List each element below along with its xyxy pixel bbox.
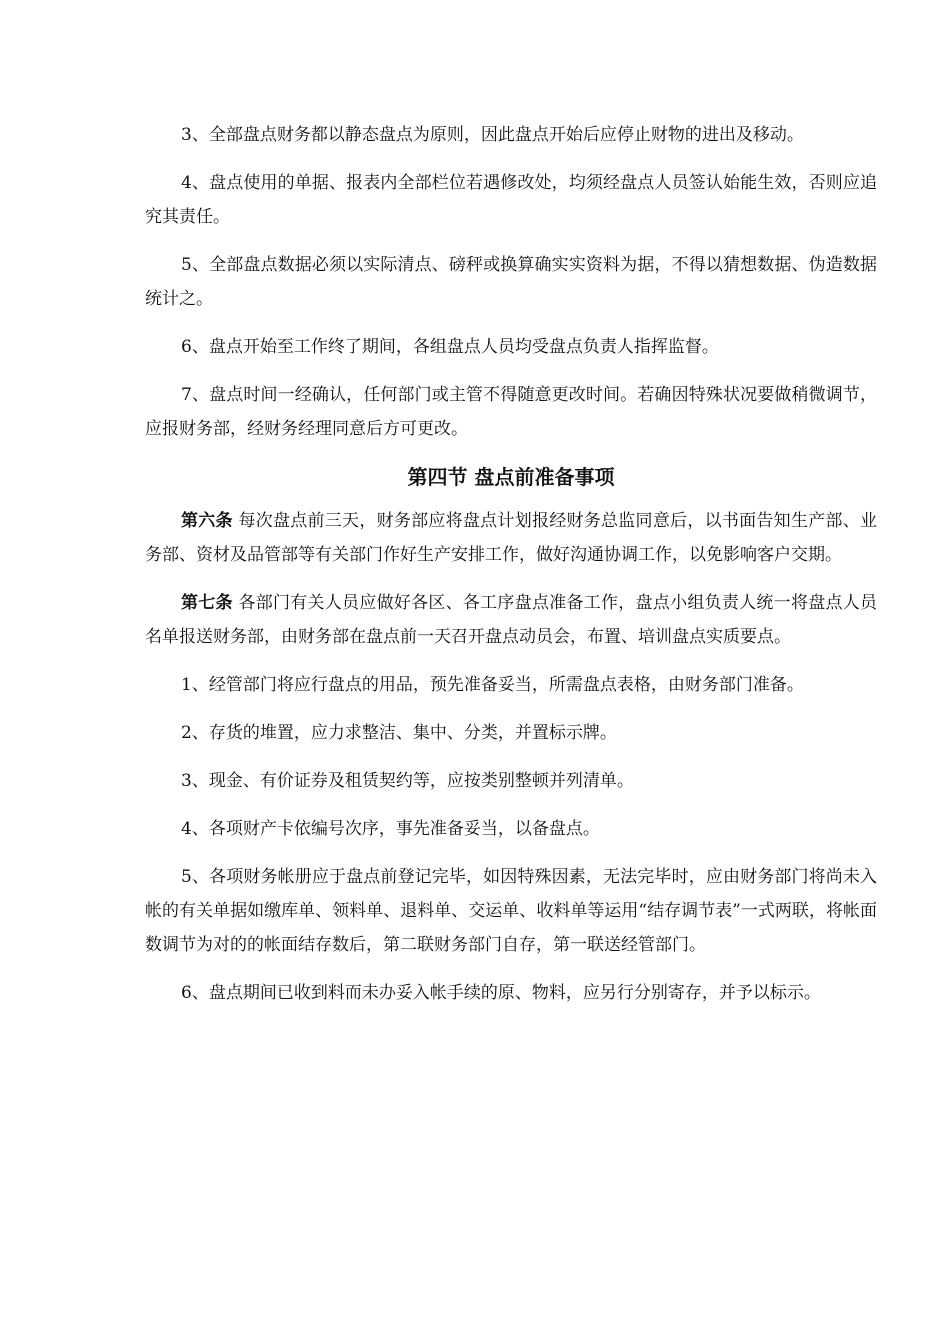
rule-item-6: 6、盘点开始至工作终了期间，各组盘点人员均受盘点负责人指挥监督。 [181,337,719,357]
prep-item-1: 1、经管部门将应行盘点的用品，预先准备妥当，所需盘点表格，由财务部门准备。 [181,675,804,695]
prep-item-6: 6、盘点期间已收到料而未办妥入帐手续的原、物料，应另行分别寄存，并予以标示。 [181,983,821,1003]
prep-item-4: 4、各项财产卡依编号次序，事先准备妥当，以备盘点。 [181,819,600,839]
rule-item-7: 7、盘点时间一经确认，任何部门或主管不得随意更改时间。若确因特殊状况要做稍微调节，应报财务部，经财务经理同意后方可更改。 [145,385,877,439]
article-6-text: 每次盘点前三天，财务部应将盘点计划报经财务总监同意后，以书面告知生产部、业务部、资材及品管部等有关部门作好生产安排工作，做好沟通协调工作，以免影响客户交期。 [145,511,877,565]
rule-item-4: 4、盘点使用的单据、报表内全部栏位若遇修改处，均须经盘点人员签认始能生效，否则应追究其责任。 [145,173,877,227]
article-7-label: 第七条 [181,593,233,613]
prep-item-2: 2、存货的堆置，应力求整洁、集中、分类，并置标示牌。 [181,723,617,743]
rule-item-3: 3、全部盘点财务都以静态盘点为原则，因此盘点开始后应停止财物的进出及移动。 [181,125,804,145]
rule-item-5: 5、全部盘点数据必须以实际清点、磅秤或换算确实实资料为据，不得以猜想数据、伪造数据统计之。 [145,255,877,309]
section-heading: 第四节 盘点前准备事项 [407,465,615,489]
prep-item-5: 5、各项财务帐册应于盘点前登记完毕，如因特殊因素，无法完毕时，应由财务部门将尚未入帐的有关单据如缴库单、领料单、退料单、交运单、收料单等运用“结存调节表”一式两联，将帐面数调节为对的的帐面结存数后，第二联财务部门自存，第一联送经管部门。 [145,867,877,955]
document-page [145,118,877,1024]
prep-item-3: 3、现金、有价证券及租赁契约等，应按类别整顿并列清单。 [181,771,634,791]
article-6 [145,504,877,572]
article-6-label: 第六条 [181,511,233,531]
article-7-text: 各部门有关人员应做好各区、各工序盘点准备工作，盘点小组负责人统一将盘点人员名单报送财务部，由财务部在盘点前一天召开盘点动员会，布置、培训盘点实质要点。 [145,593,877,647]
article-7 [145,586,877,654]
